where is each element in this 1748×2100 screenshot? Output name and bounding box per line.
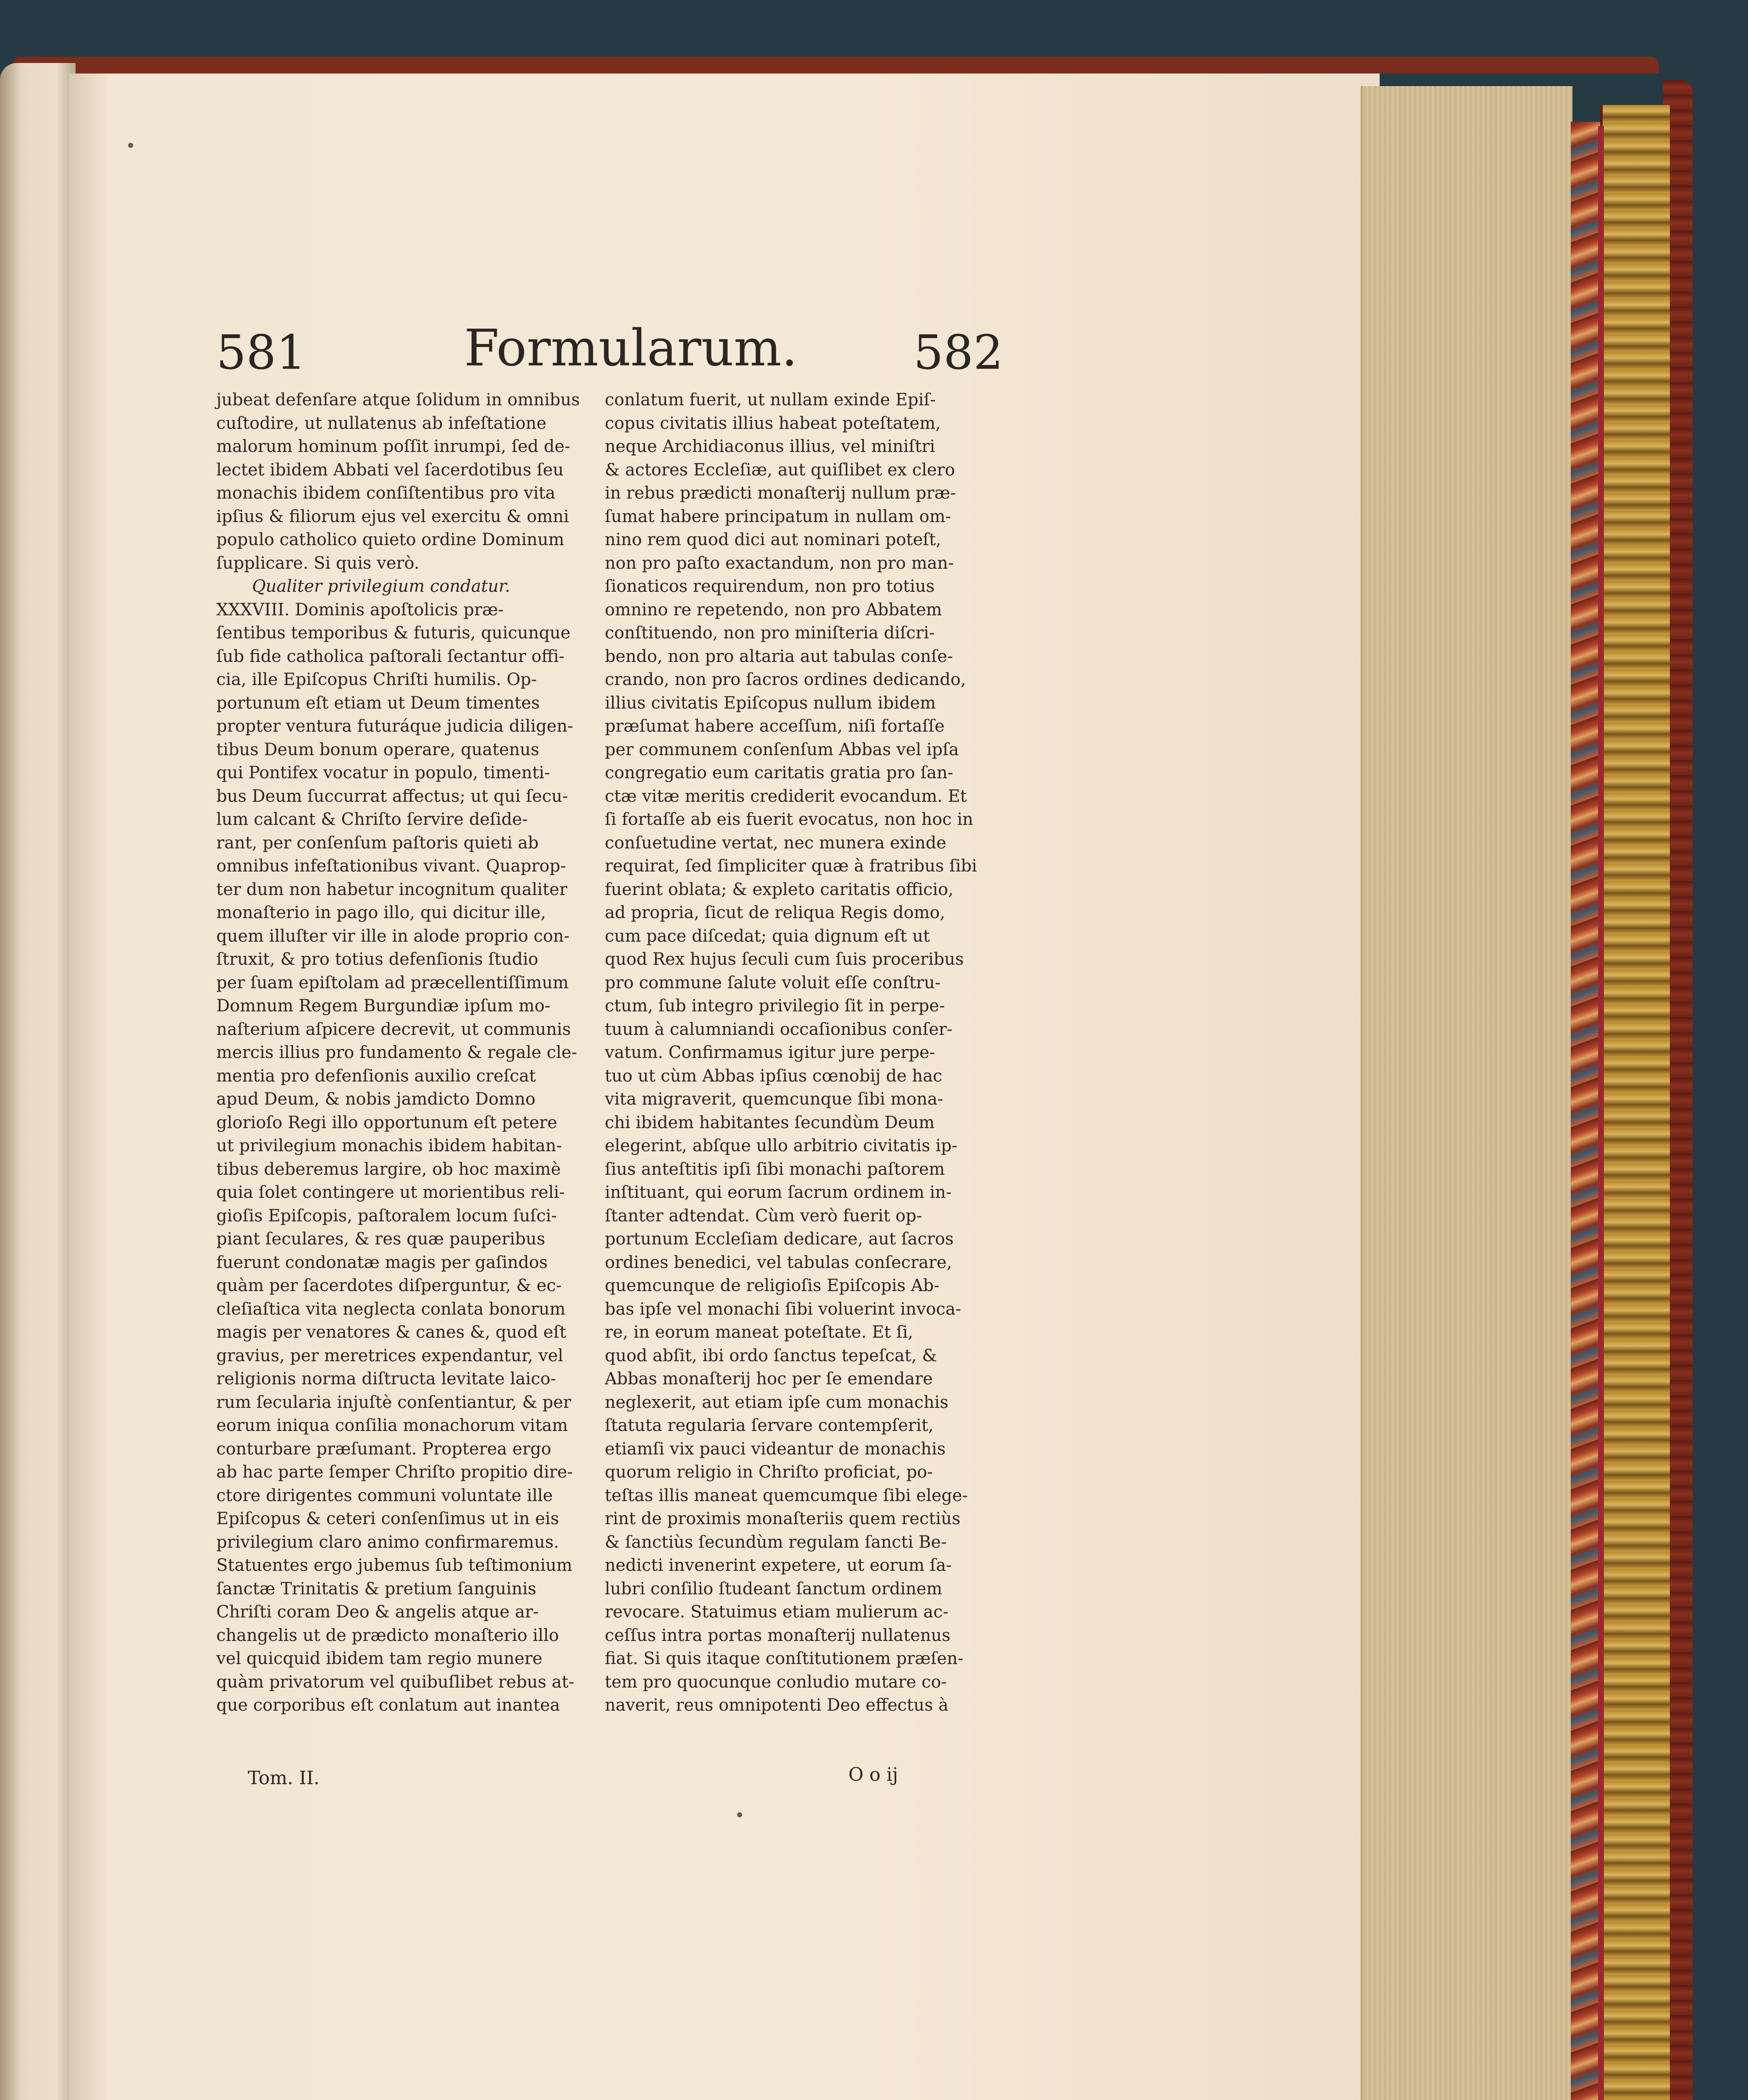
running-title: Formularum. (464, 319, 798, 378)
bookmark-ribbon (1598, 126, 1604, 2100)
text-line: Domnum Regem Burgundiæ ipſum mo- (216, 996, 551, 1016)
text-line: revocare. Statuimus etiam mulierum ac- (605, 1602, 949, 1622)
text-line: ctore dirigentes communi voluntate ille (216, 1486, 553, 1505)
text-line: conſuetudine vertat, nec munera exinde (605, 833, 947, 853)
text-line: ſub fide catholica paſtorali ſectantur offi- (216, 646, 565, 666)
book-cover-top (13, 57, 1659, 74)
text-line: ipſius & filiorum ejus vel exercitu & omni (216, 507, 569, 526)
text-line: gravius, per meretrices expendantur, vel (216, 1346, 564, 1365)
text-line: ſentibus temporibus & futuris, quicunque (216, 623, 571, 643)
text-line: conſtituendo, non pro miniſteria diſcri- (605, 623, 935, 643)
text-line: in rebus prædicti monaſterij nullum præ- (605, 483, 956, 503)
text-line: Abbas monaſterij hoc per ſe emendare (605, 1369, 933, 1389)
text-line: lubri conſilio ſtudeant ſanctum ordinem (605, 1579, 942, 1599)
right-text-column (605, 388, 977, 1717)
text-line: tem pro quocunque conludio mutare co- (605, 1672, 947, 1692)
left-page-edge (0, 63, 76, 2100)
text-line: monaſterio in pago illo, qui dicitur ille, (216, 903, 546, 922)
text-line: & ſanctiùs ſecundùm regulam ſancti Be- (605, 1532, 947, 1552)
text-line: inſtituant, qui eorum ſacrum ordinem in- (605, 1183, 952, 1202)
text-line: eorum iniqua conſilia monachorum vitam (216, 1416, 568, 1435)
text-line: tuo ut cùm Abbas ipſius cœnobij de hac (605, 1066, 942, 1086)
text-line: teſtas illis maneat quemcumque ſibi elege- (605, 1486, 968, 1505)
text-line: omnino re repetendo, non pro Abbatem (605, 600, 942, 620)
text-line: Chriſti coram Deo & angelis atque ar- (216, 1602, 539, 1622)
text-line: jubeat defenſare atque ſolidum in omnibus (216, 390, 580, 410)
text-line: illius civitatis Epiſcopus nullum ibidem (605, 693, 936, 713)
text-line: ad propria, ſicut de reliqua Regis domo, (605, 903, 945, 922)
text-line: rant, per conſenſum paſtoris quieti ab (216, 833, 539, 853)
text-line: pro commune ſalute voluit eſſe conſtru- (605, 973, 941, 992)
text-line: bas ipſe vel monachi ſibi voluerint invoca- (605, 1299, 961, 1319)
text-line: quod abſit, ibi ordo ſanctus tepeſcat, & (605, 1346, 937, 1365)
text-line: vel quicquid ibidem tam regio munere (216, 1649, 543, 1668)
text-line: ſupplicare. Si quis verò. (216, 553, 420, 573)
text-line: quod Rex hujus ſeculi cum ſuis proceribus (605, 950, 964, 969)
text-line: fiat. Si quis itaque conſtitutionem præſen- (605, 1649, 963, 1668)
text-line: gioſis Epiſcopis, paſtoralem locum ſuſci- (216, 1206, 557, 1226)
text-line: quem illuſter vir ille in alode proprio con- (216, 926, 570, 946)
text-line: que corporibus eſt conlatum aut inantea (216, 1696, 560, 1715)
text-line: rint de proximis monaſteriis quem rectiùs (605, 1509, 961, 1528)
text-line: ceſſus intra portas monaſterij nullatenus (605, 1625, 950, 1645)
text-line: vita migraverit, quemcunque ſibi mona- (605, 1089, 943, 1109)
text-line: naverit, reus omnipotenti Deo effectus à (605, 1696, 949, 1715)
left-text-column (216, 388, 586, 1717)
text-line: quàm privatorum vel quibuſlibet rebus at- (216, 1672, 575, 1692)
text-line: ſtatuta regularia ſervare contempſerit, (605, 1416, 934, 1435)
text-line: requirat, ſed ſimpliciter quæ à fratribus ſibi (605, 856, 977, 876)
gilt-fore-edge (1600, 105, 1670, 2100)
text-line: etiamſi vix pauci videantur de monachis (605, 1439, 946, 1459)
text-line: cuſtodire, ut nullatenus ab infeſtatione (216, 413, 547, 433)
text-line: copus civitatis illius habeat poteſtatem, (605, 413, 941, 433)
text-line: per communem conſenſum Abbas vel ipſa (605, 740, 959, 759)
text-line: naſterium aſpicere decrevit, ut communis (216, 1019, 571, 1039)
text-line: neque Archidiaconus illius, vel miniſtri (605, 437, 935, 456)
text-line: changelis ut de prædicto monaſterio illo (216, 1625, 559, 1645)
text-line: piant ſeculares, & res quæ pauperibus (216, 1229, 546, 1249)
text-line: bendo, non pro altaria aut tabulas conſe- (605, 646, 953, 666)
text-line: XXXVIII. Dominis apoſtolicis præ- (216, 600, 504, 620)
text-line: omnibus infeſtationibus vivant. Quaprop- (216, 856, 566, 876)
text-line: ſius anteſtitis ipſi ſibi monachi paſtorem (605, 1159, 945, 1179)
text-line: mentia pro defenſionis auxilio creſcat (216, 1066, 536, 1086)
text-line: ſtanter adtendat. Cùm verò fuerit op- (605, 1206, 922, 1226)
text-line: nedicti invenerint expetere, ut eorum ſa- (605, 1556, 952, 1575)
text-line: tuum à calumniandi occaſionibus conſer- (605, 1019, 953, 1039)
text-line: qui Pontifex vocatur in populo, timenti- (216, 763, 550, 782)
text-line: glorioſo Regi illo opportunum eſt petere (216, 1113, 557, 1132)
text-line: ſumat habere principatum in nullam om- (605, 507, 951, 526)
text-line: neglexerit, aut etiam ipſe cum monachis (605, 1392, 949, 1412)
paper-speck (737, 1812, 742, 1817)
text-line: apud Deum, & nobis jamdicto Domno (216, 1089, 535, 1109)
text-line: non pro paſto exactandum, non pro man- (605, 553, 954, 573)
text-line: populo catholico quieto ordine Dominum (216, 530, 564, 549)
page-number-right: 582 (913, 326, 1003, 380)
volume-label: Tom. II. (248, 1767, 320, 1789)
text-line: rum ſecularia injuſtè conſentiantur, & per (216, 1392, 571, 1412)
text-line: crando, non pro ſacros ordines dedicando, (605, 670, 966, 689)
text-line: per ſuam epiſtolam ad præcellentiſſimum (216, 973, 569, 992)
text-line: ter dum non habetur incognitum qualiter (216, 879, 567, 899)
text-line: congregatio eum caritatis gratia pro ſan- (605, 763, 953, 782)
signature-mark: O o ij (848, 1764, 898, 1785)
text-line: Statuentes ergo jubemus ſub teſtimonium (216, 1556, 572, 1575)
page-block-edges (1361, 86, 1572, 2100)
text-line: fuerunt condonatæ magis per gaſindos (216, 1252, 548, 1272)
text-line: religionis norma diſtructa levitate laico- (216, 1369, 556, 1389)
text-line: conlatum fuerit, ut nullam exinde Epiſ- (605, 390, 936, 410)
text-line: lum calcant & Chriſto ſervire deſide- (216, 810, 528, 829)
text-line: cum pace diſcedat; quia dignum eſt ut (605, 926, 930, 946)
marbled-endpaper (1571, 122, 1600, 2100)
text-line: re, in eorum maneat poteſtate. Et ſi, (605, 1323, 913, 1342)
text-line: ſtruxit, & pro totius defenſionis ſtudio (216, 950, 538, 969)
text-line: ab hac parte ſemper Chriſto propitio dire- (216, 1462, 573, 1482)
text-line: propter ventura futuráque judicia diligen- (216, 717, 573, 736)
section-heading: Qualiter privilegium condatur. (252, 577, 510, 596)
text-line: portunum Eccleſiam dedicare, aut ſacros (605, 1229, 954, 1249)
text-line: ſanctæ Trinitatis & pretium ſanguinis (216, 1579, 537, 1599)
text-line: ctum, ſub integro privilegio ſit in perpe- (605, 996, 945, 1016)
text-line: Epiſcopus & ceteri conſenſimus ut in eis (216, 1509, 559, 1528)
text-line: elegerint, abſque ullo arbitrio civitatis ip- (605, 1136, 958, 1155)
text-line: privilegium claro animo confirmaremus. (216, 1532, 559, 1552)
text-line: ſionaticos requirendum, non pro totius (605, 577, 935, 596)
text-line: bus Deum ſuccurrat affectus; ut qui ſecu- (216, 786, 568, 806)
text-line: ſi fortaſſe ab eis fuerit evocatus, non hoc in (605, 810, 974, 829)
text-line: portunum eſt etiam ut Deum timentes (216, 693, 540, 713)
text-line: ordines benedici, vel tabulas conſecrare, (605, 1252, 952, 1272)
page-number-left: 581 (216, 326, 306, 380)
text-line: monachis ibidem conſiſtentibus pro vita (216, 483, 556, 503)
text-line: ctæ vitæ meritis crediderit evocandum. Et (605, 786, 967, 806)
text-line: quemcunque de religioſis Epiſcopis Ab- (605, 1276, 940, 1295)
text-line: tibus Deum bonum operare, quatenus (216, 740, 540, 759)
text-line: nino rem quod dici aut nominari poteſt, (605, 530, 941, 549)
text-line: quàm per ſacerdotes diſperguntur, & ec- (216, 1276, 562, 1295)
text-line: conturbare præſumant. Propterea ergo (216, 1439, 551, 1459)
text-line: ut privilegium monachis ibidem habitan- (216, 1136, 562, 1155)
text-line: lectet ibidem Abbati vel ſacerdotibus ſeu (216, 460, 564, 480)
text-line: chi ibidem habitantes ſecundùm Deum (605, 1113, 935, 1132)
text-line: quorum religio in Chriſto proficiat, po- (605, 1462, 933, 1482)
text-line: malorum hominum poſſit inrumpi, ſed de- (216, 437, 570, 456)
text-line: mercis illius pro fundamento & regale cle- (216, 1043, 577, 1062)
text-line: fuerint oblata; & expleto caritatis officio, (605, 879, 954, 899)
text-line: & actores Eccleſiæ, aut quiſlibet ex clero (605, 460, 955, 480)
text-line: vatum. Confirmamus igitur jure perpe- (605, 1043, 935, 1062)
text-line: cleſiaſtica vita neglecta conlata bonorum (216, 1299, 566, 1319)
text-line: tibus deberemus largire, ob hoc maximè (216, 1159, 561, 1179)
paper-speck (128, 143, 133, 148)
text-line: quia ſolet contingere ut morientibus reli- (216, 1183, 565, 1202)
text-line: magis per venatores & canes &, quod eſt (216, 1323, 567, 1342)
text-line: præſumat habere acceſſum, niſi fortaſſe (605, 717, 945, 736)
text-line: cia, ille Epiſcopus Chriſti humilis. Op- (216, 670, 537, 689)
